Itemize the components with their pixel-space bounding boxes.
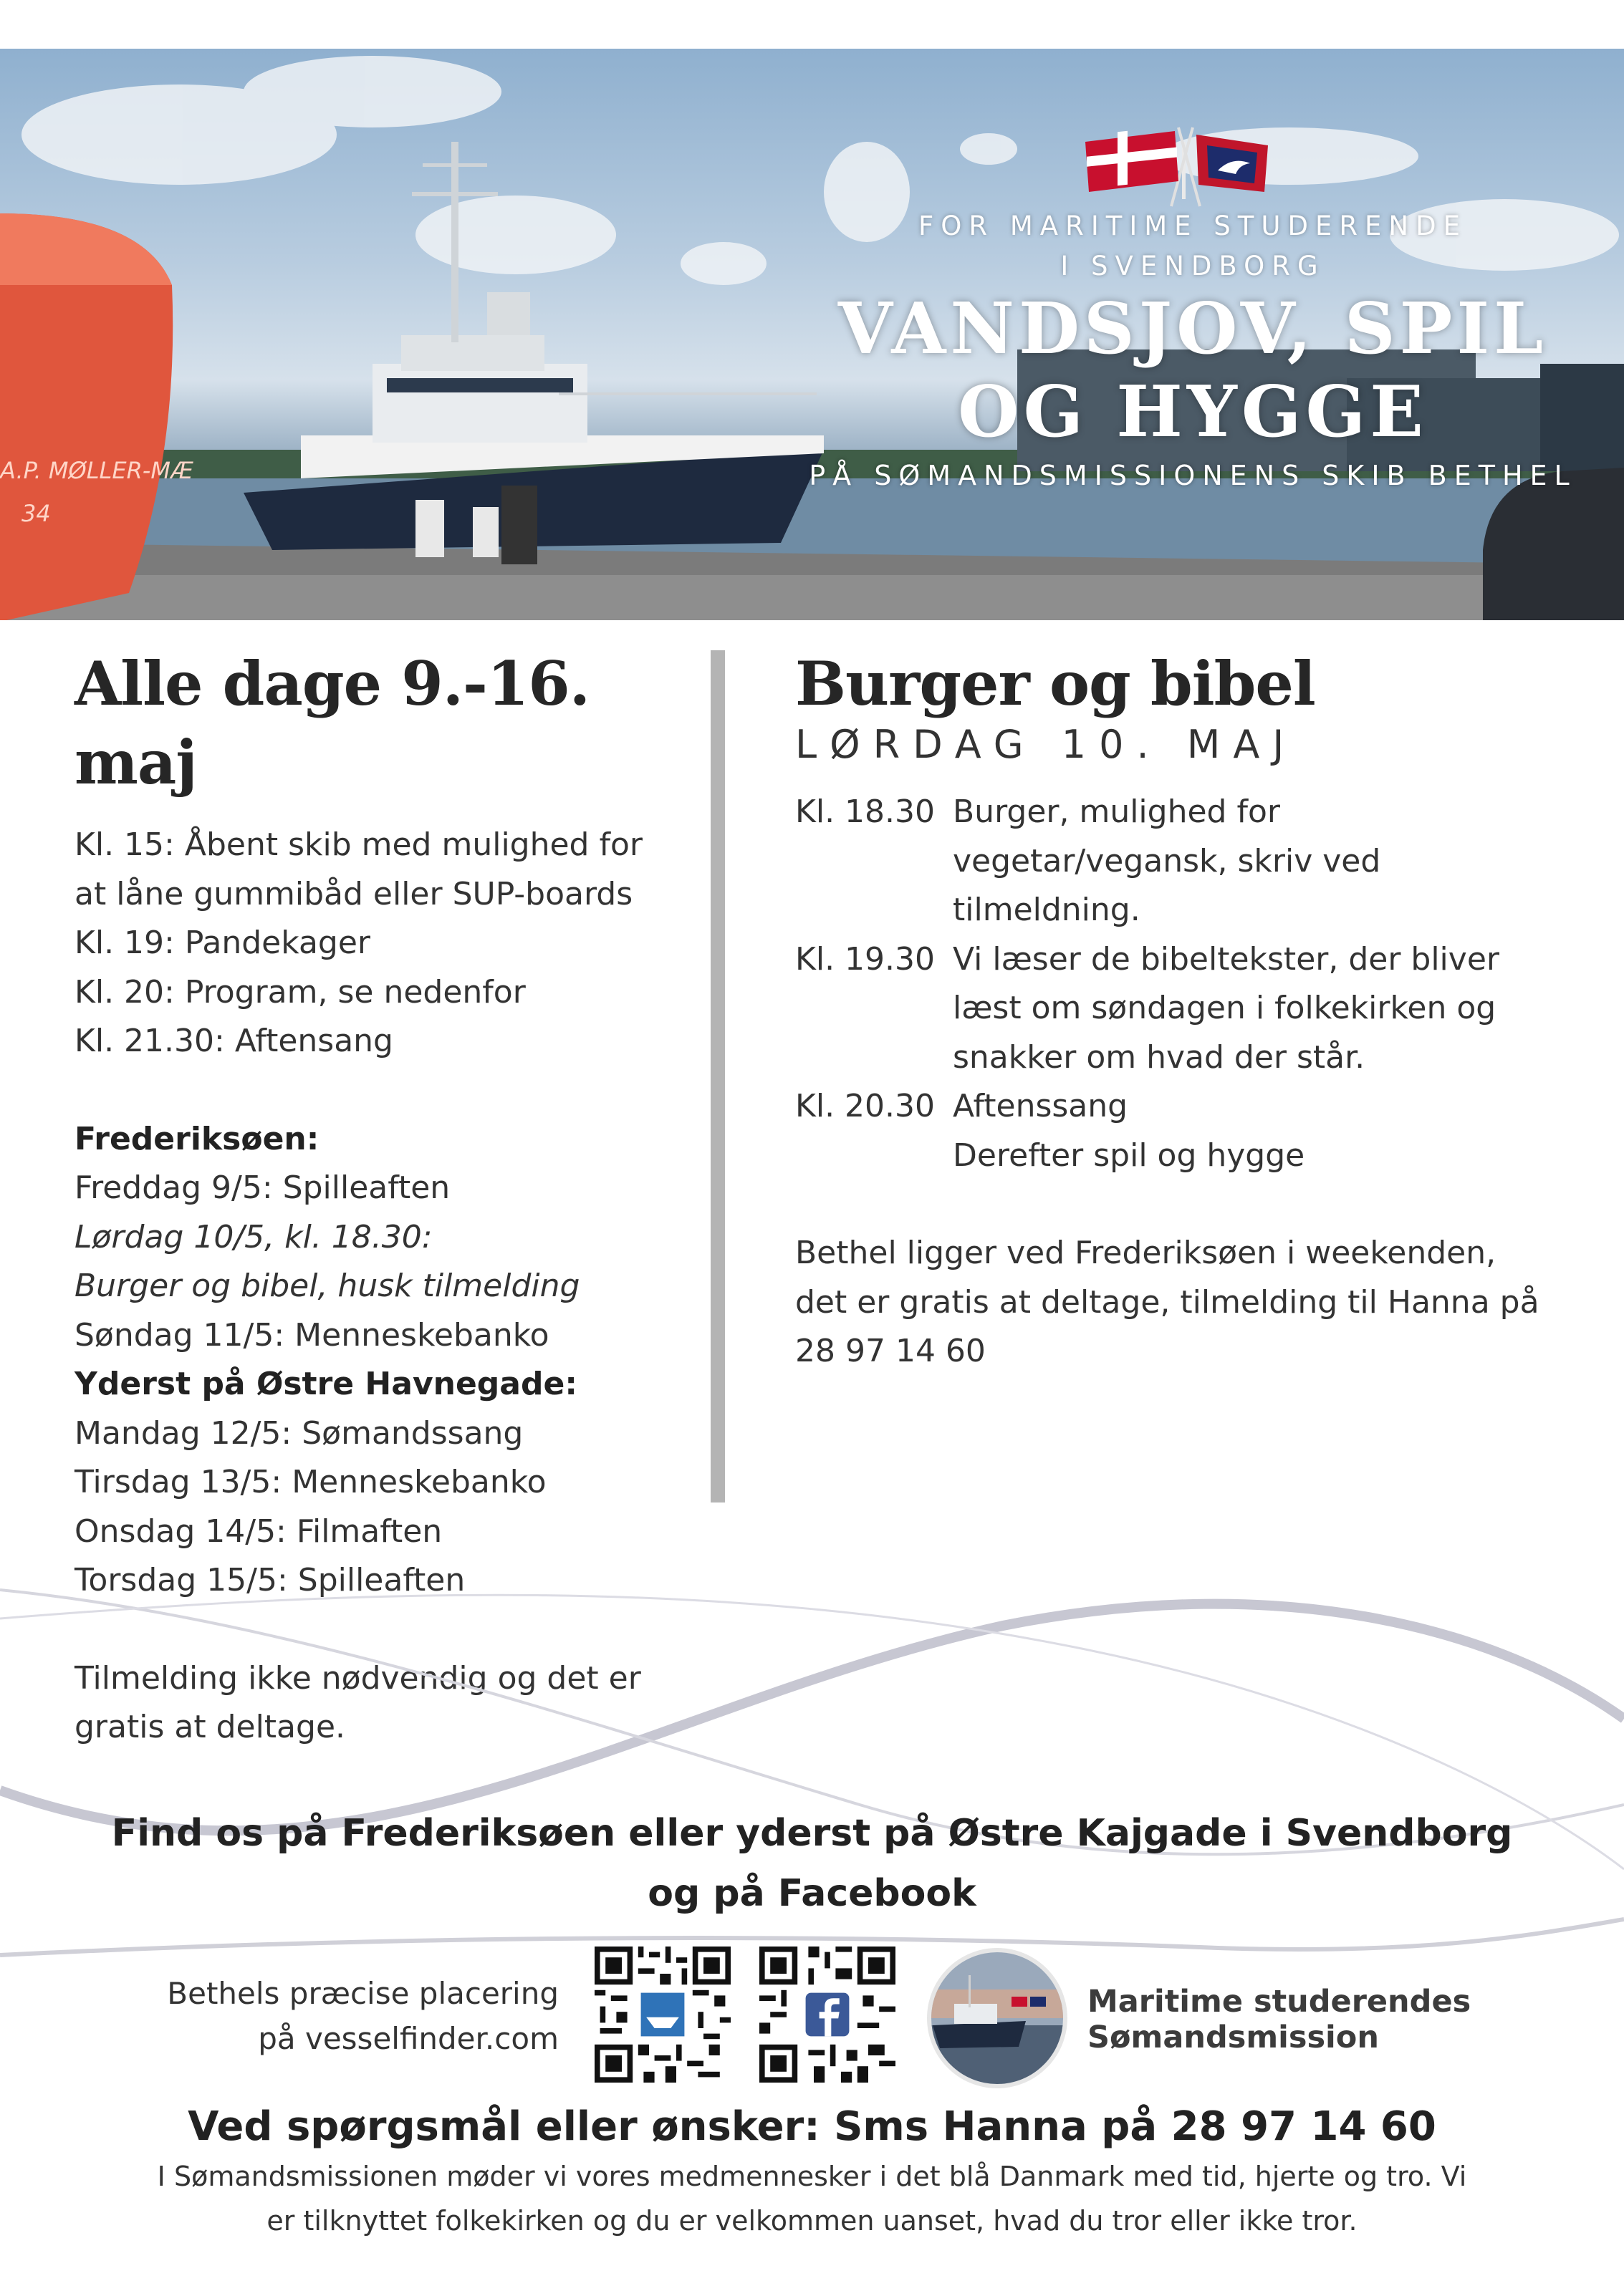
mission-name	[1087, 1984, 1471, 2055]
vessel-line-2: på vesselfinder.com	[258, 2021, 559, 2056]
right-heading: Burger og bibel	[795, 648, 1315, 719]
note-line: gratis at deltage.	[75, 1709, 345, 1745]
contact-line: Ved spørgsmål eller ønsker: Sms Hanna på 28 97 14 60	[188, 2103, 1436, 2150]
daily-item: at låne gummibåd eller SUP-boards	[75, 875, 633, 912]
schedule-desc: Derefter spil og hygge	[953, 1137, 1305, 1174]
event-date: LØRDAG 10. MAJ	[795, 722, 1297, 767]
daily-item: Kl. 15: Åbent skib med mulighed for	[75, 826, 643, 863]
hero-subtitle-2: I SVENDBORG	[1060, 251, 1325, 281]
schedule-time: Kl. 20.30	[795, 1088, 936, 1124]
column-divider	[711, 650, 725, 1502]
vessel-caption	[129, 1971, 559, 2061]
hero-title-2: OG HYGGE	[958, 371, 1428, 453]
left-heading: Alle dage 9.-16. maj	[75, 648, 590, 798]
hero-subtitle-1: FOR MARITIME STUDERENDE	[918, 211, 1467, 241]
schedule-desc: tilmeldning.	[953, 892, 1140, 928]
schedule-row	[795, 935, 1569, 1083]
flags-logo	[1078, 113, 1279, 213]
event-item: Mandag 12/5: Sømandssang	[75, 1414, 524, 1452]
schedule-row	[795, 1082, 1569, 1180]
frederiksoen-heading: Frederiksøen:	[75, 1120, 319, 1157]
daily-item: Kl. 19: Pandekager	[75, 925, 371, 961]
daily-item: Kl. 21.30: Aftensang	[75, 1023, 393, 1059]
event-item: Søndag 11/5: Menneskebanko	[75, 1316, 549, 1354]
footnote-line-1: I Sømandsmissionen møder vi vores medmennesker i det blå Danmark med tid, hjerte og tro. Vi	[157, 2161, 1467, 2192]
facebook-qr-icon[interactable]	[759, 1947, 895, 2083]
info-line: 28 97 14 60	[795, 1333, 986, 1369]
event-item: Torsdag 15/5: Spilleaften	[75, 1562, 466, 1598]
info-line: det er gratis at deltage, tilmelding til Hanna på	[795, 1283, 1539, 1321]
event-item: Lørdag 10/5, kl. 18.30:	[75, 1218, 433, 1255]
vesselfinder-qr-icon[interactable]	[595, 1947, 731, 2083]
hero-text	[781, 206, 1605, 491]
schedule-desc: læst om søndagen i folkekirken og	[953, 990, 1496, 1026]
vessel-line-1: Bethels præcise placering	[167, 1976, 559, 2011]
note-line: Tilmelding ikke nødvendig og det er	[75, 1659, 641, 1697]
hero-tagline: PÅ SØMANDSMISSIONENS SKIB BETHEL	[809, 460, 1577, 491]
find-line-2: og på Facebook	[648, 1872, 976, 1915]
schedule-row	[795, 788, 1569, 935]
mission-name-2: Sømandsmission	[1087, 2020, 1379, 2055]
lifeboat-number: 34	[21, 500, 51, 527]
mission-name-1: Maritime studerendes	[1087, 1984, 1471, 2020]
schedule-time: Kl. 19.30	[795, 940, 936, 978]
hero-title-1: VANDSJOV, SPIL	[837, 288, 1548, 370]
hero-banner	[0, 49, 1624, 620]
event-item: Burger og bibel, husk tilmelding	[75, 1268, 580, 1304]
event-item: Tirsdag 13/5: Menneskebanko	[75, 1464, 547, 1500]
event-item: Onsdag 14/5: Filmaften	[75, 1513, 443, 1550]
right-column	[795, 645, 1569, 1376]
event-item: Freddag 9/5: Spilleaften	[75, 1169, 451, 1206]
schedule-time: Kl. 18.30	[795, 794, 936, 830]
mission-logo-icon	[926, 1947, 1069, 2090]
info-line: Bethel ligger ved Frederiksøen i weekenden,	[795, 1235, 1496, 1271]
schedule-desc: snakker om hvad der står.	[953, 1038, 1365, 1076]
find-line-1: Find os på Frederiksøen eller yderst på Østre Kajgade i Svendborg	[111, 1812, 1513, 1855]
lifeboat-text: A.P. MØLLER-MÆ	[0, 457, 193, 484]
footnote-line-2: er tilknyttet folkekirken og du er velkommen uanset, hvad du tror eller ikke tror.	[266, 2205, 1358, 2237]
schedule-desc: vegetar/vegansk, skriv ved	[953, 842, 1381, 879]
havnegade-heading: Yderst på Østre Havnegade:	[75, 1366, 577, 1402]
daily-item: Kl. 20: Program, se nedenfor	[75, 973, 526, 1010]
schedule-desc: Aftenssang	[953, 1088, 1128, 1124]
footnote	[143, 2154, 1481, 2243]
schedule-desc: Burger, mulighed for	[953, 794, 1280, 830]
find-us	[0, 1803, 1624, 1924]
schedule-desc: Vi læser de bibeltekster, der bliver	[953, 940, 1499, 978]
